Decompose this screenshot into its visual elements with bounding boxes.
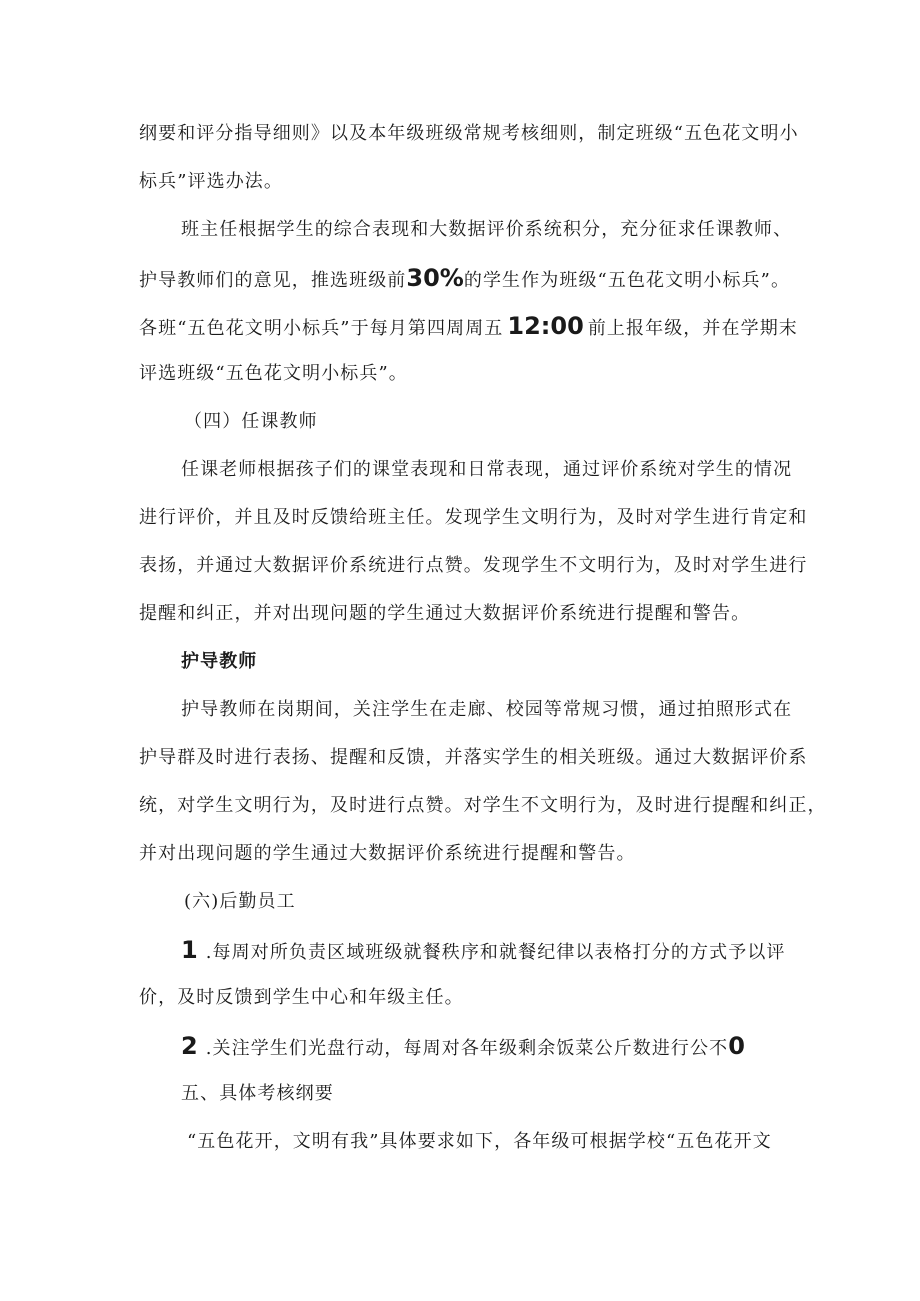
list-item-1-line-1 bbox=[181, 938, 786, 965]
percentage-value: 30% bbox=[406, 264, 464, 292]
section-5-heading: 五、具体考核纲要 bbox=[181, 1083, 334, 1104]
paragraph-2-line-2-text-b: 的学生作为班级“五色花文明小标兵”。 bbox=[463, 270, 791, 291]
paragraph-4-line-3: 统，对学生文明行为，及时进行点赞。对学生不文明行为，及时进行提醒和纠正， bbox=[139, 795, 827, 816]
paragraph-5-line-1: “五色花开，文明有我”具体要求如下，各年级可根据学校“五色花开文 bbox=[187, 1131, 772, 1152]
paragraph-3-line-4: 提醒和纠正，并对出现问题的学生通过大数据评价系统进行提醒和警告。 bbox=[139, 603, 751, 624]
paragraph-4-line-4: 并对出现问题的学生通过大数据评价系统进行提醒和警告。 bbox=[139, 843, 636, 864]
list-item-2-number: 2 bbox=[181, 1032, 198, 1060]
time-value: 12:00 bbox=[507, 312, 584, 340]
list-item-1-number: 1 bbox=[181, 936, 198, 964]
paragraph-2-line-3-text-b: 前上报年级，并在学期末 bbox=[587, 318, 798, 339]
paragraph-1-line-1: 纲要和评分指导细则》以及本年级班级常规考核细则，制定班级“五色花文明小 bbox=[139, 123, 799, 144]
paragraph-4-line-1: 护导教师在岗期间，关注学生在走廊、校园等常规习惯，通过拍照形式在 bbox=[181, 699, 793, 720]
heading-logistics: (六)后勤员工 bbox=[184, 891, 296, 912]
paragraph-3-line-3: 表扬，并通过大数据评价系统进行点赞。发现学生不文明行为，及时对学生进行 bbox=[139, 555, 808, 576]
paragraph-4-line-2: 护导群及时进行表扬、提醒和反馈，并落实学生的相关班级。通过大数据评价系 bbox=[139, 747, 808, 768]
paragraph-2-line-2 bbox=[139, 266, 790, 293]
heading-teachers: （四）任课教师 bbox=[184, 411, 318, 432]
paragraph-2-line-2-text-a: 护导教师们的意见，推选班级前 bbox=[139, 270, 407, 291]
list-item-2-line-1 bbox=[181, 1034, 745, 1061]
paragraph-2-line-1: 班主任根据学生的综合表现和大数据评价系统积分，充分征求任课教师、 bbox=[181, 219, 793, 240]
list-item-1-line-2: 价，及时反馈到学生中心和年级主任。 bbox=[139, 987, 464, 1008]
paragraph-3-line-2: 进行评价，并且及时反馈给班主任。发现学生文明行为，及时对学生进行肯定和 bbox=[139, 507, 808, 528]
list-item-2-text: .关注学生们光盘行动，每周对各年级剩余饭菜公斤数进行公不 bbox=[205, 1038, 729, 1059]
list-item-1-text: .每周对所负责区域班级就餐秩序和就餐纪律以表格打分的方式予以评 bbox=[205, 942, 786, 963]
heading-patrol-teachers: 护导教师 bbox=[181, 651, 258, 672]
list-item-2-tail: 0 bbox=[728, 1032, 745, 1060]
paragraph-2-line-3 bbox=[139, 314, 798, 341]
paragraph-1-line-2: 标兵”评选办法。 bbox=[139, 171, 284, 192]
paragraph-2-line-4: 评选班级“五色花文明小标兵”。 bbox=[139, 363, 408, 384]
paragraph-2-line-3-text-a: 各班“五色花文明小标兵”于每月第四周周五 bbox=[139, 318, 504, 339]
paragraph-3-line-1: 任课老师根据孩子们的课堂表现和日常表现，通过评价系统对学生的情况 bbox=[181, 459, 793, 480]
